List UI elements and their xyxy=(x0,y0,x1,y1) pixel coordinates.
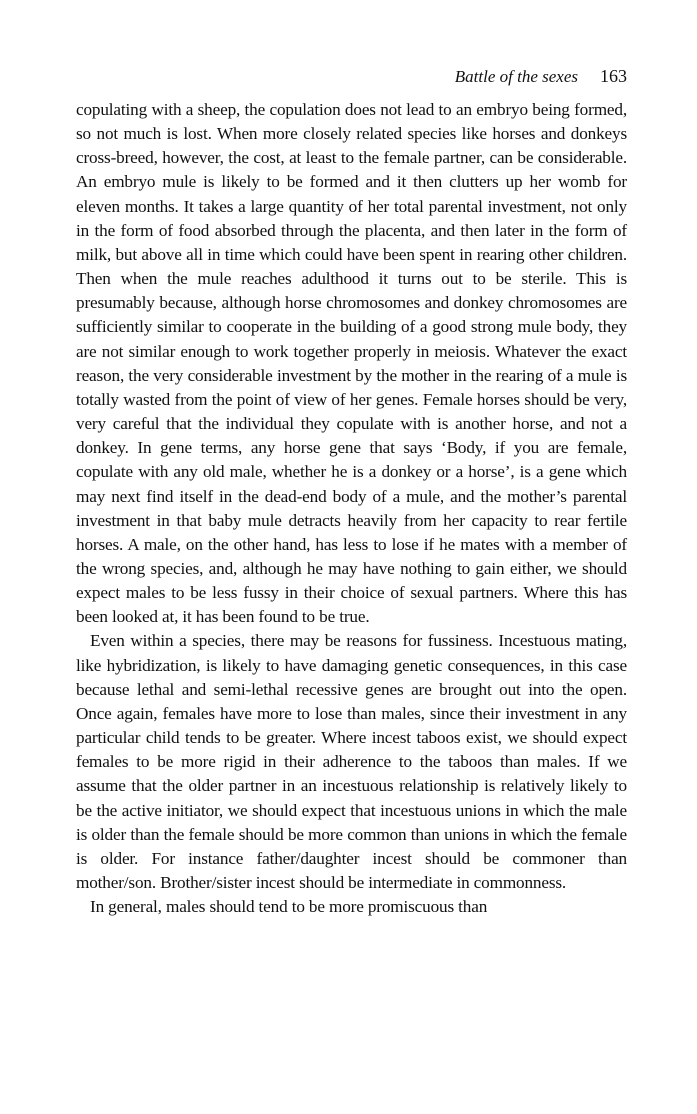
page-number: 163 xyxy=(600,66,627,86)
paragraph-continued: copulating with a sheep, the copulation does not lead to an embryo being formed, so not much is lost. When more closely related species like horses and donkeys cross-breed, however, the cost, at least to the female partner, can be considerable. An embryo mule is likely to be formed and it then clutters up her womb for eleven months. It takes a large quantity of her total parental investment, not only in the form of food absorbed through the placenta, and then later in the form of milk, but above all in time which could have been spent in rearing other children. Then when the mule reaches adulthood it turns out to be sterile. This is presumably because, although horse chromosomes and donkey chromosomes are sufficiently similar to cooperate in the building of a good strong mule body, they are not similar enough to work together properly in meiosis. Whatever the exact reason, the very considerable investment by the mother in the rearing of a mule is totally wasted from the point of view of her genes. Female horses should be very, very careful that the individual they copulate with is another horse, and not a donkey. In gene terms, any horse gene that says ‘Body, if you are female, copulate with any old male, whether he is a donkey or a horse’, is a gene which may next find itself in the dead-end body of a mule, and the mother’s parental investment in that baby mule detracts heavily from her capacity to rear fertile horses. A male, on the other hand, has less to lose if he mates with a member of the wrong species, and, although he may have nothing to gain either, we should expect males to be less fussy in their choice of sexual partners. Where this has been looked at, it has been found to be true. xyxy=(76,100,627,627)
running-head xyxy=(76,66,627,98)
paragraph-incest: Even within a species, there may be reasons for fussiness. Incestuous mating, like hybridization, is likely to have damaging genetic consequences, in this case because lethal and semi-lethal recessive genes are brought out into the open. Once again, females have more to lose than males, since their investment in any particular child tends to be greater. Where incest taboos exist, we should expect females to be more rigid in their adherence to the taboos than males. If we assume that the older partner in an incestuous relationship is relatively likely to be the active initiator, we should expect that incestuous unions in which the male is older than the female should be more common than unions in which the female is older. For instance father/daughter incest should be commoner than mother/son. Brother/sister incest should be intermediate in commonness. xyxy=(76,631,627,892)
running-title: Battle of the sexes xyxy=(454,67,578,86)
body-text xyxy=(76,98,627,919)
paragraph-promiscuity: In general, males should tend to be more promiscuous than xyxy=(90,897,488,917)
book-page xyxy=(76,66,627,919)
